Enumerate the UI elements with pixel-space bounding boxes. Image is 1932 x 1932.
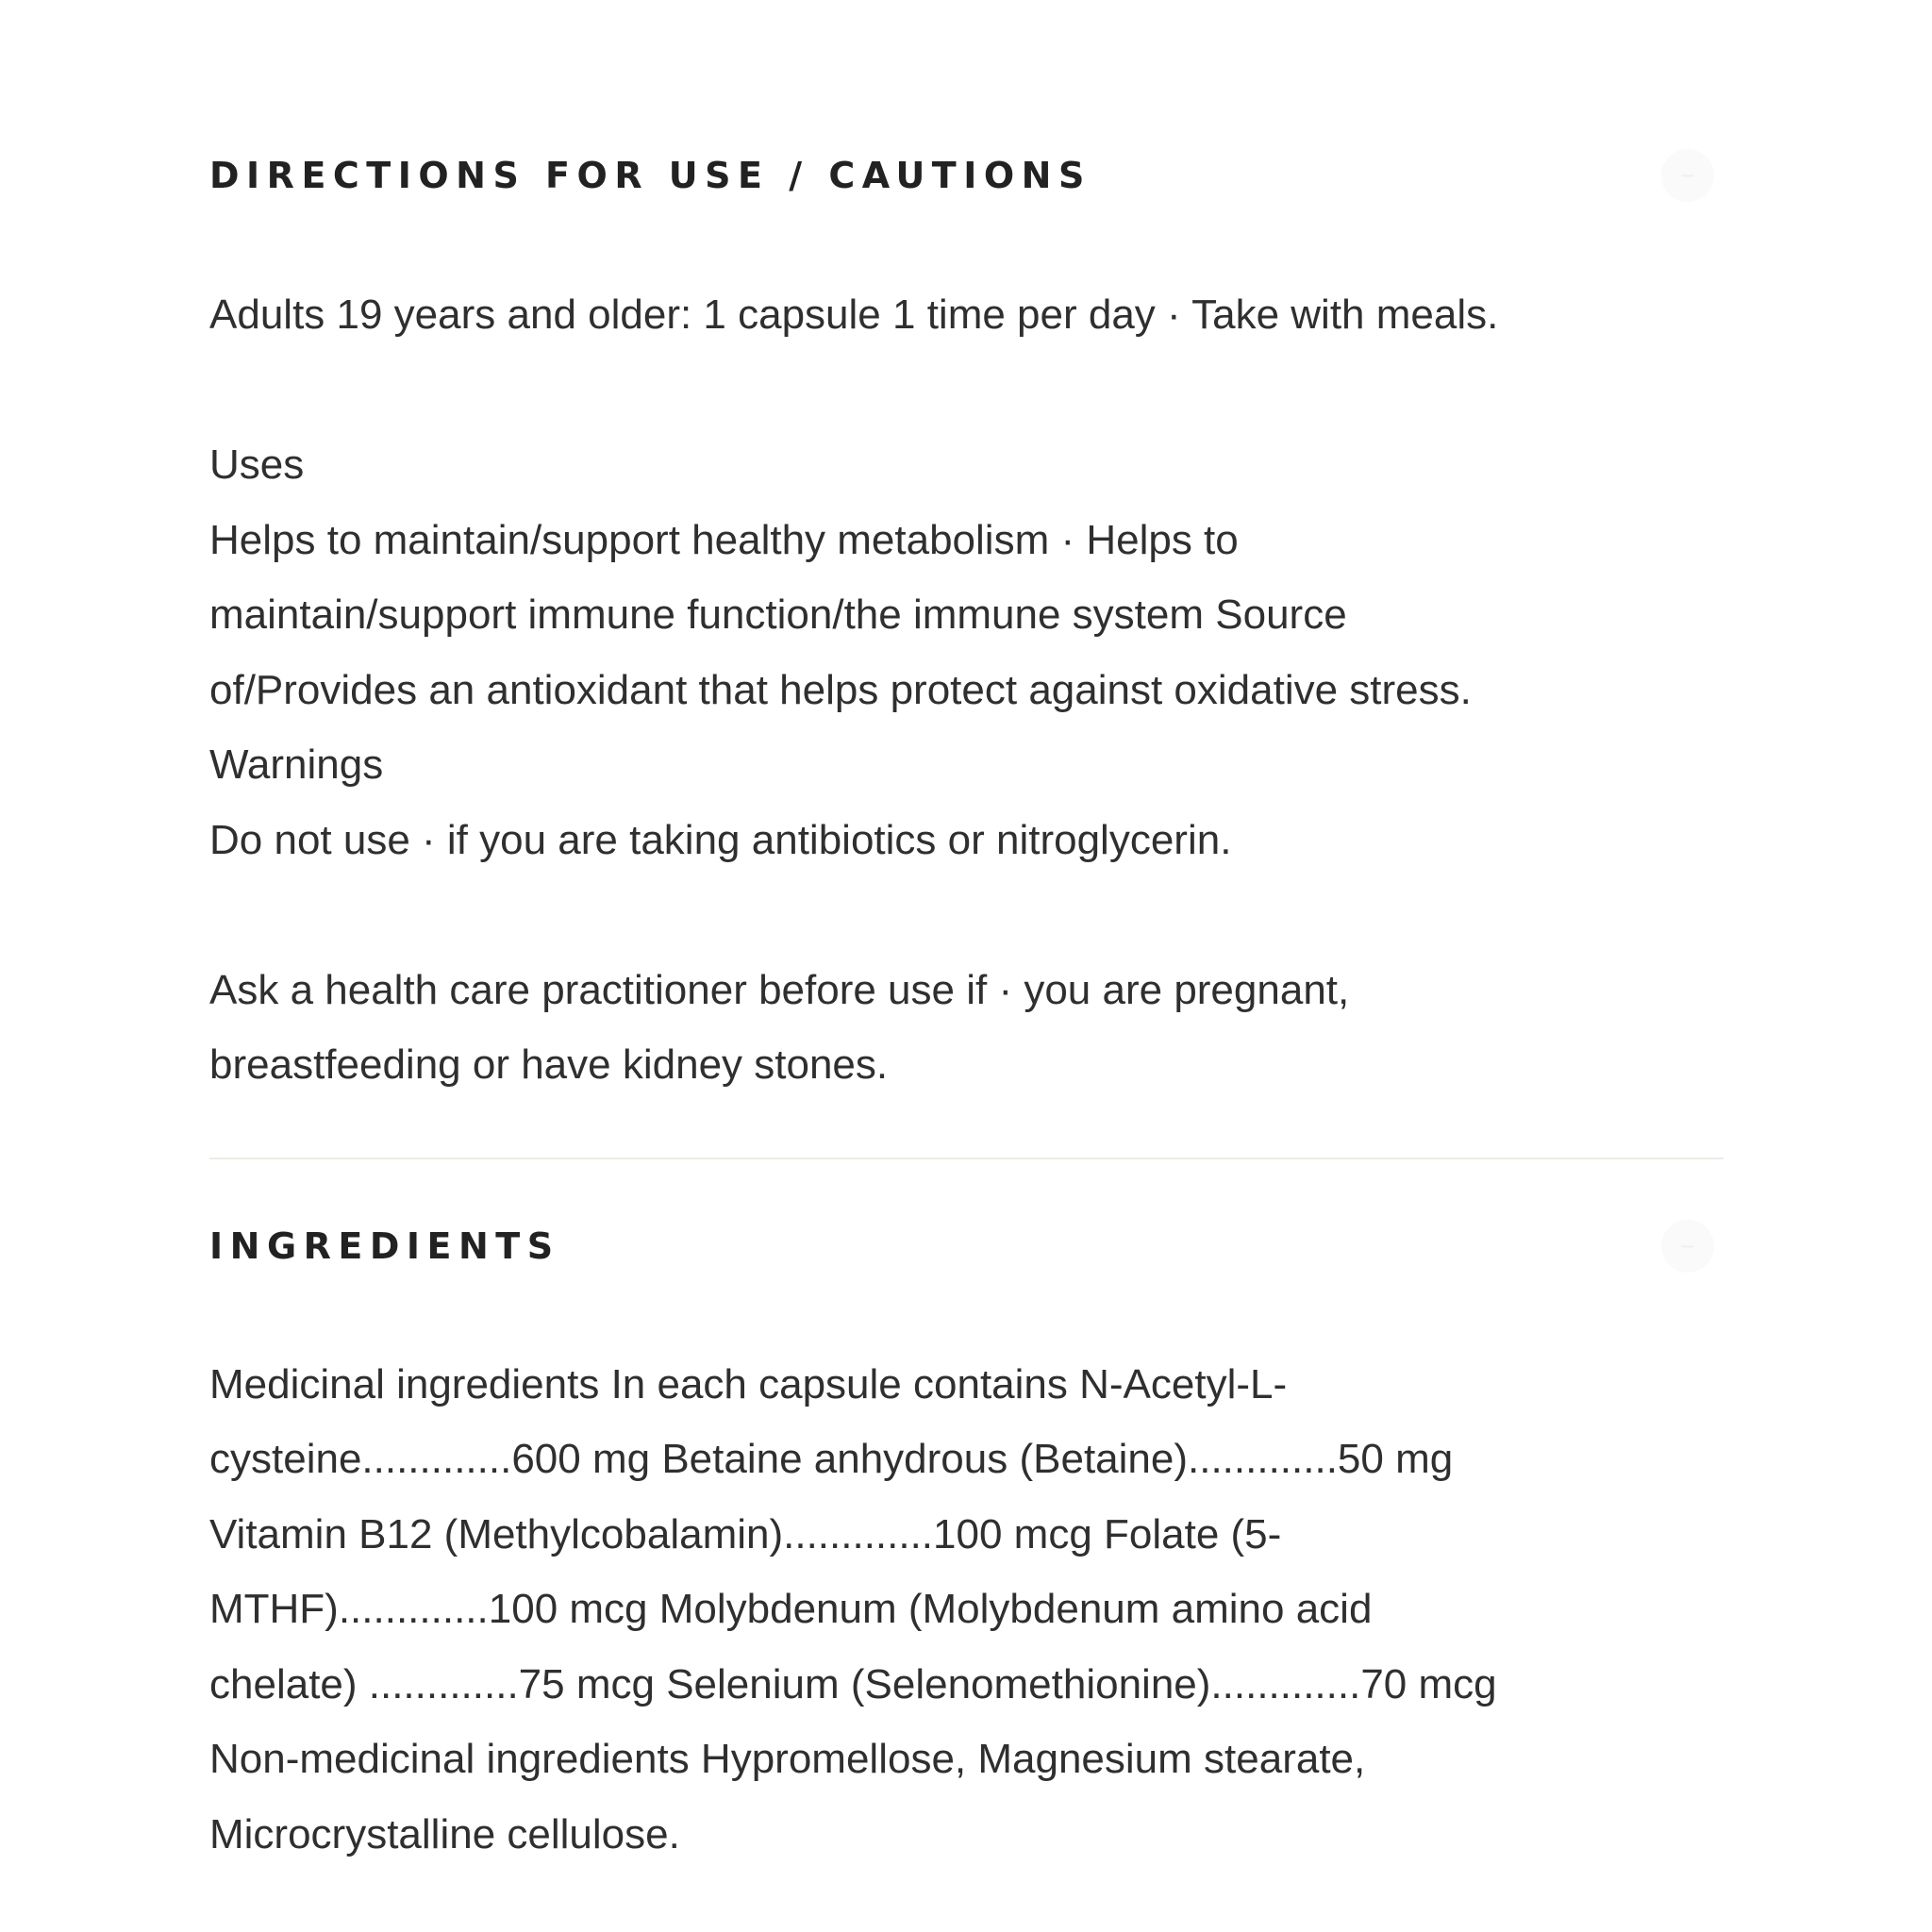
ingredients-line: Microcrystalline cellulose.: [209, 1810, 680, 1857]
ingredients-line: Vitamin B12 (Methylcobalamin).............100 mcg Folate (5-: [209, 1510, 1282, 1557]
warning-do-not-use: Do not use · if you are taking antibiotics or nitroglycerin.: [209, 816, 1232, 863]
ingredients-section: [209, 1222, 1724, 1873]
ingredients-line: MTHF).............100 mcg Molybdenum (Molybdenum amino acid: [209, 1586, 1373, 1632]
section-divider: [209, 1158, 1724, 1159]
ingredients-line: Non-medicinal ingredients Hypromellose, Magnesium stearate,: [209, 1736, 1366, 1782]
uses-heading: Uses: [209, 441, 305, 488]
uses-text-line: maintain/support immune function/the immune system Source: [209, 591, 1347, 638]
directions-section: [209, 151, 1724, 1103]
warnings-heading: Warnings: [209, 741, 384, 788]
warning-ask-practitioner: breastfeeding or have kidney stones.: [209, 1041, 889, 1088]
uses-text-line: of/Provides an antioxidant that helps protect against oxidative stress.: [209, 666, 1472, 713]
ingredients-accordion-header[interactable]: [209, 1222, 1724, 1271]
dosage-text: Adults 19 years and older: 1 capsule 1 time per day · Take with meals.: [209, 291, 1499, 338]
ingredients-line: cysteine.............600 mg Betaine anhydrous (Betaine).............50 mg: [209, 1436, 1454, 1482]
ingredients-line: Medicinal ingredients In each capsule contains N-Acetyl-L-: [209, 1360, 1288, 1407]
ingredients-body: [209, 1347, 1724, 1873]
uses-text-line: Helps to maintain/support healthy metabolism · Helps to: [209, 516, 1239, 563]
directions-title: DIRECTIONS FOR USE / CAUTIONS: [209, 155, 1091, 196]
minus-icon[interactable]: −: [1661, 1220, 1714, 1273]
directions-body: [209, 277, 1724, 1103]
product-details-accordion: [209, 0, 1724, 1872]
minus-icon[interactable]: −: [1661, 149, 1714, 202]
directions-accordion-header[interactable]: [209, 151, 1724, 200]
warning-ask-practitioner: Ask a health care practitioner before use if · you are pregnant,: [209, 966, 1350, 1013]
ingredients-line: chelate) .............75 mcg Selenium (Selenomethionine).............70 mcg: [209, 1660, 1497, 1707]
ingredients-title: INGREDIENTS: [209, 1224, 560, 1267]
